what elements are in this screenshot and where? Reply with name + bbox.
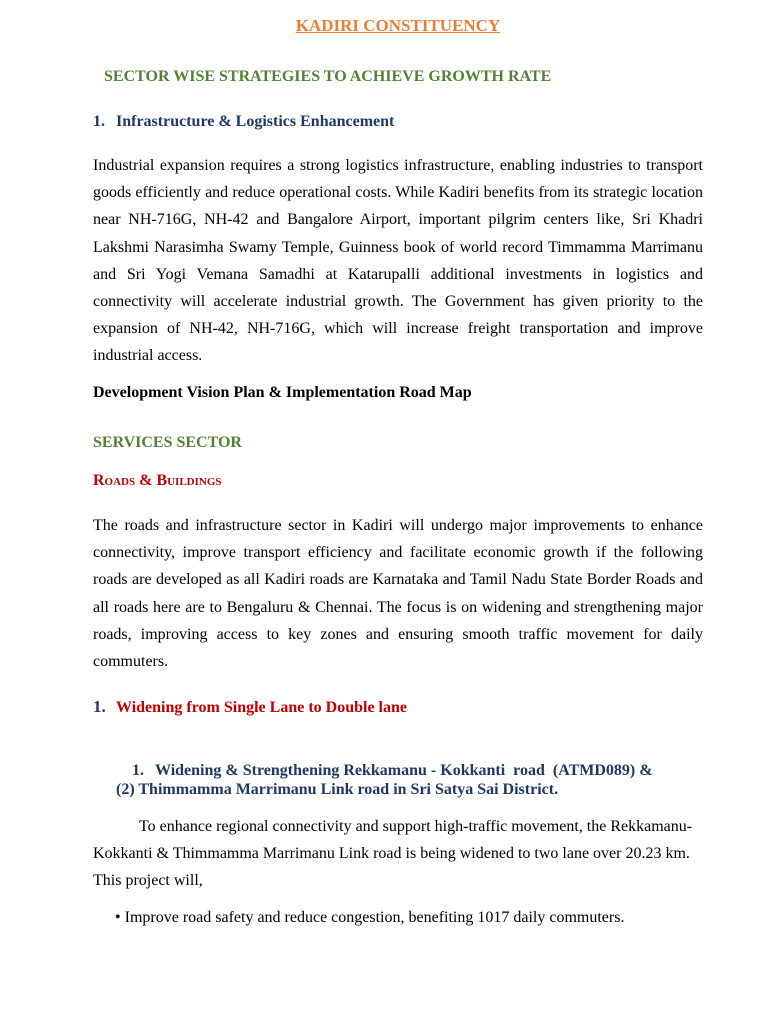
- subitem-1-line-2: (2) Thimmamma Marrimanu Link road in Sri Satya Sai District.: [116, 781, 559, 798]
- roads-buildings-heading: Roads & Buildings: [93, 472, 222, 489]
- bullet-item: [115, 909, 624, 927]
- section-1-heading: [93, 113, 394, 131]
- section-1-paragraph: Industrial expansion requires a strong logistics infrastructure, enabling industries to transport goods efficiently and reduce operational costs. While Kadiri benefits from its strategic location near NH-716G, NH-42 and Bangalore Airport, important pilgrim centers like, Sri Khadri Lakshmi Narasimha Swamy Temple, Guinness book of world record Timmamma Marrimanu and Sri Yogi Vemana Samadhi at Katarupalli additional investments in logistics and connectivity will accelerate industrial growth. The Government has given priority to the expansion of NH-42, NH-716G, which will increase freight transportation and improve industrial access.: [93, 157, 703, 365]
- bullet-text: Improve road safety and reduce congestion, benefiting 1017 daily commuters.: [124, 909, 625, 926]
- subitem-1-line-1-text: Widening & Strengthening Rekkamanu - Kokkanti road (ATMD089) &: [155, 762, 653, 779]
- page-title: KADIRI CONSTITUENCY: [295, 16, 501, 35]
- item-1-number: 1.: [93, 697, 106, 716]
- subitem-1-number: 1.: [132, 762, 144, 779]
- document-subtitle: SECTOR WISE STRATEGIES TO ACHIEVE GROWTH RATE: [104, 68, 552, 85]
- section-1-title: Infrastructure & Logistics Enhancement: [116, 113, 395, 130]
- roads-paragraph: The roads and infrastructure sector in Kadiri will undergo major improvements to enhance connectivity, improve transport efficiency and facilitate economic growth if the following roads are developed as all Kadiri roads are Karnataka and Tamil Nadu State Border Roads and all roads here are to Bengaluru & Chennai. The focus is on widening and strengthening major roads, improving access to key zones and ensuring smooth traffic movement for daily commuters.: [93, 517, 703, 671]
- bullet-symbol: •: [115, 909, 121, 926]
- project-paragraph: To enhance regional connectivity and support high-traffic movement, the Rekkamanu-Kokkanti & Thimmamma Marrimanu Link road is being widened to two lane over 20.23 km. This project will,: [93, 818, 693, 890]
- section-1-number: 1.: [93, 113, 105, 130]
- item-1-heading: [93, 697, 407, 717]
- item-1-title: Widening from Single Lane to Double lane: [116, 699, 407, 716]
- services-sector-heading: SERVICES SECTOR: [93, 434, 242, 451]
- vision-heading: Development Vision Plan & Implementation Road Map: [93, 384, 472, 401]
